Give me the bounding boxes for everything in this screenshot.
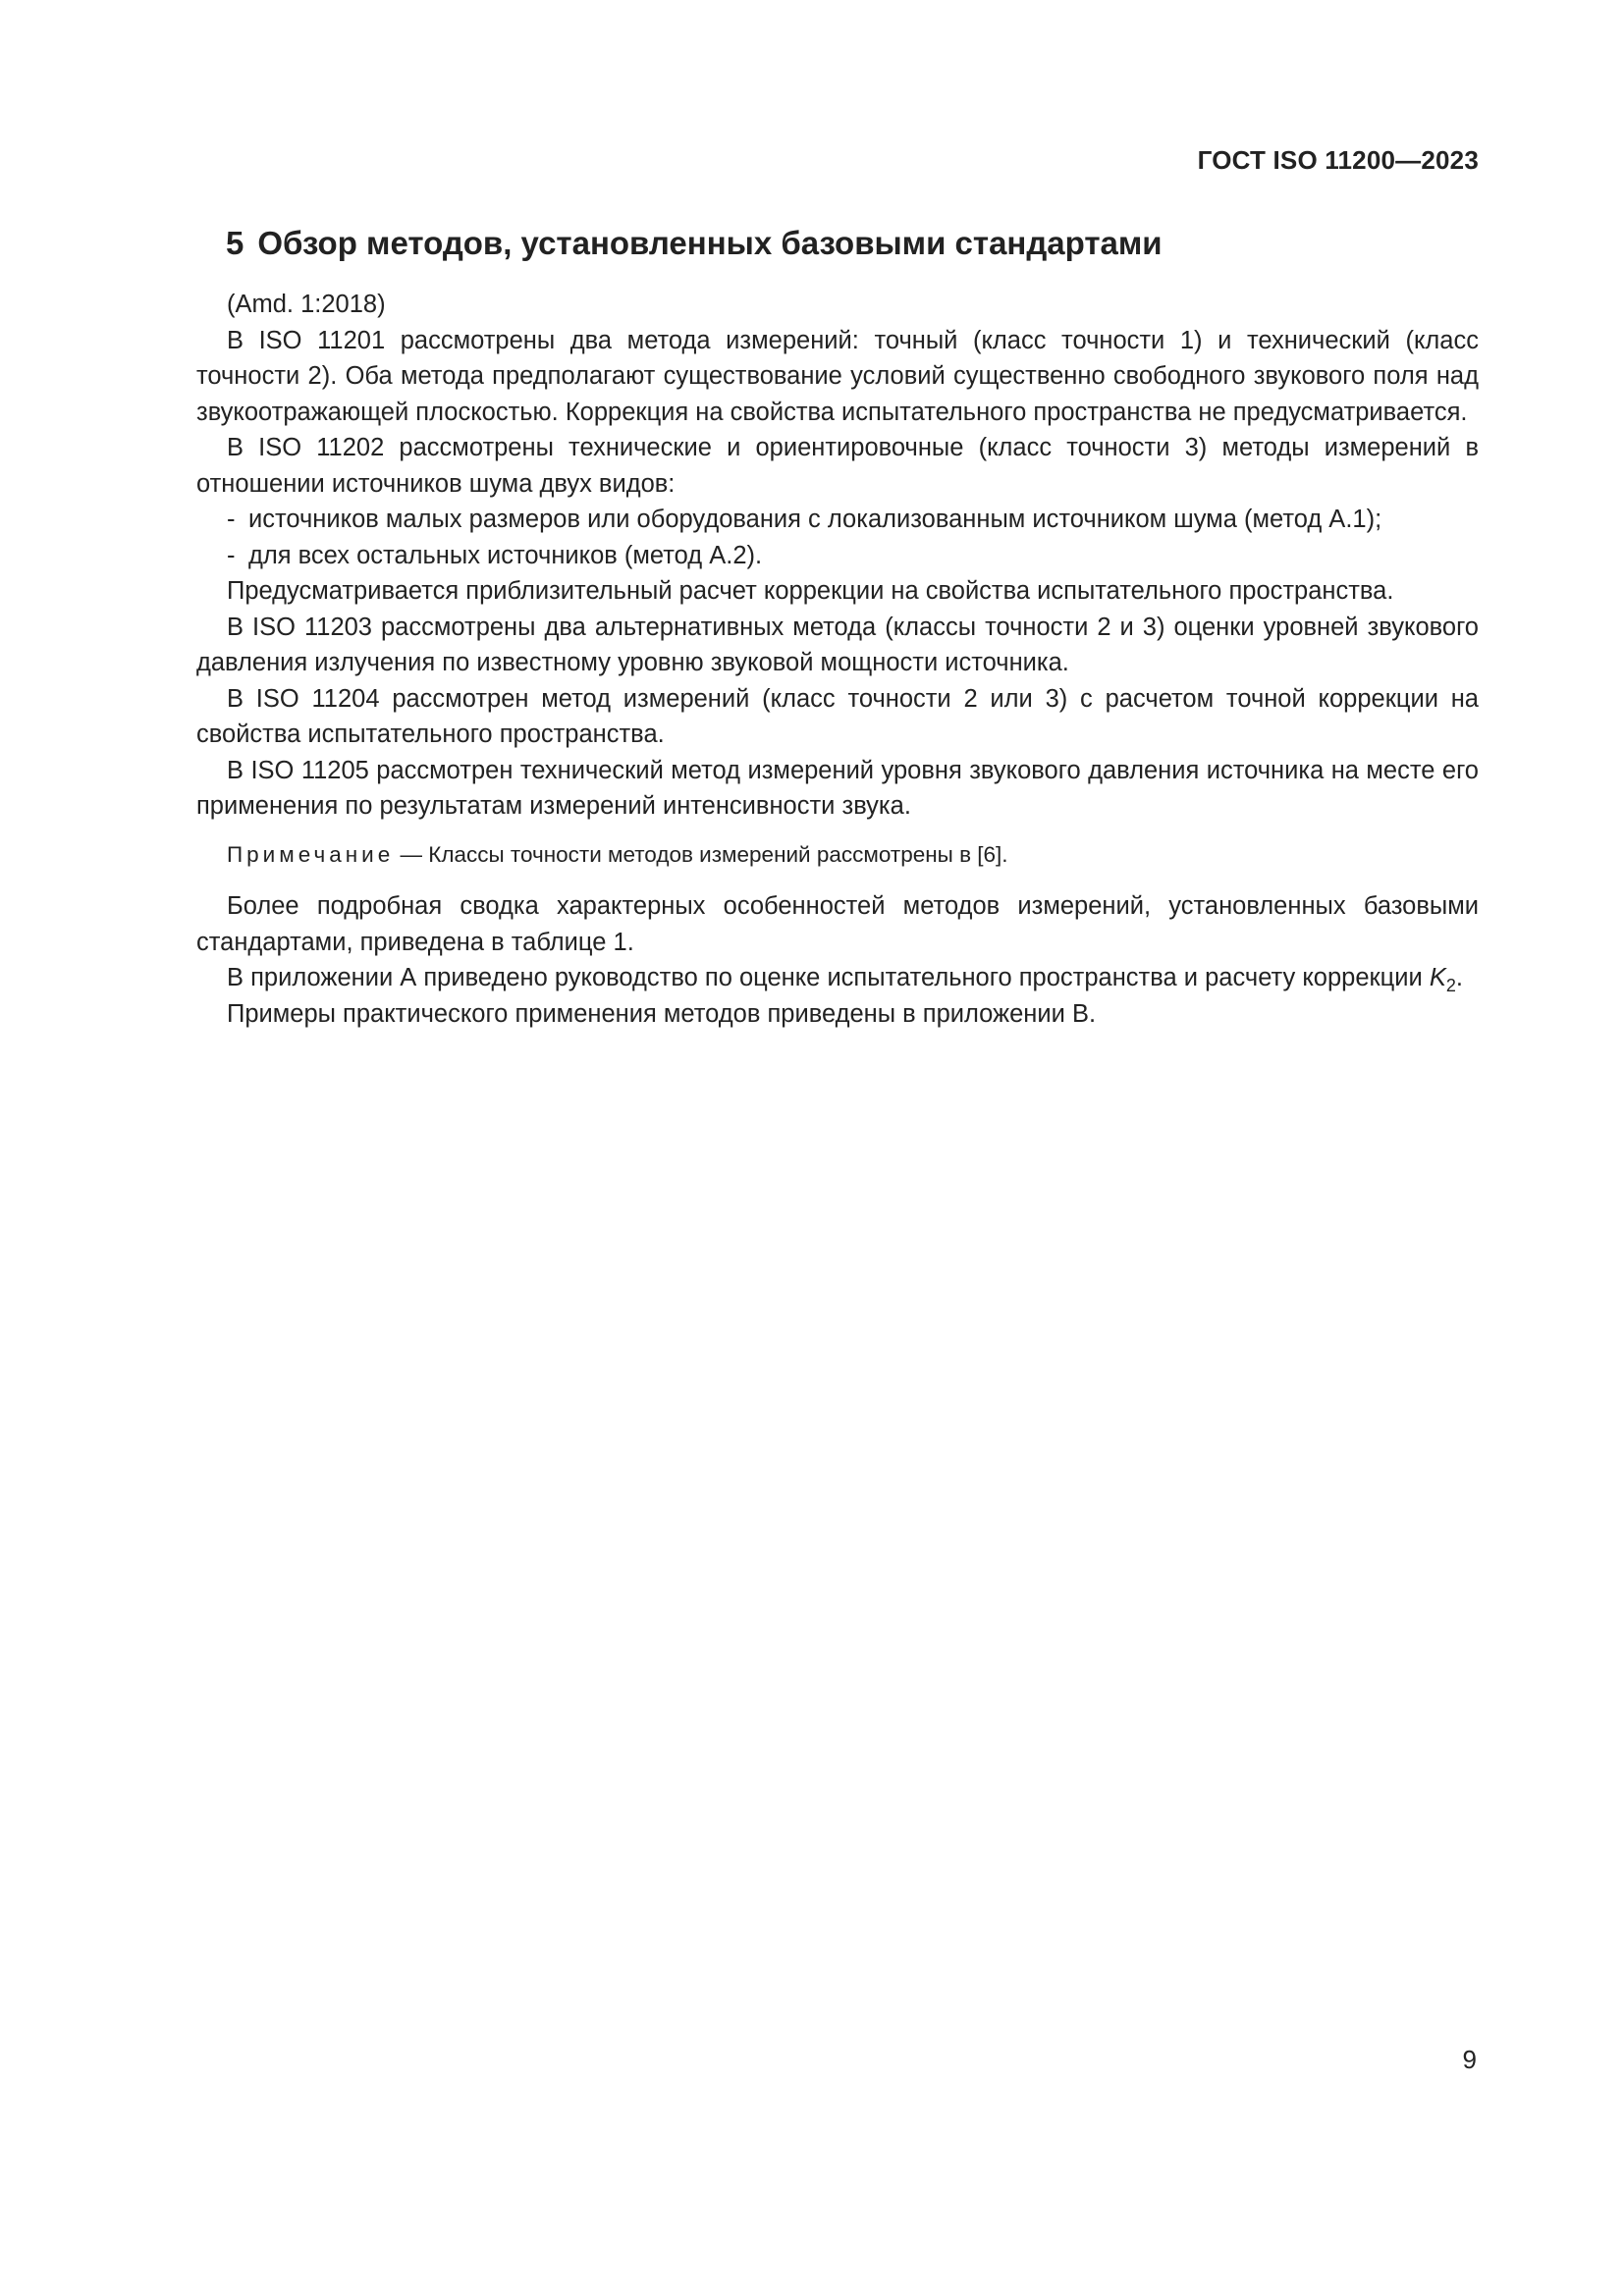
section-number: 5 xyxy=(226,225,244,261)
page-number: 9 xyxy=(1462,2045,1477,2074)
paragraph-annex-a-end: . xyxy=(1455,964,1463,991)
paragraph-annex-a xyxy=(196,960,1479,996)
note xyxy=(227,837,1479,874)
paragraph-annex-b: Примеры практического применения методов приведены в приложении В. xyxy=(227,999,1097,1028)
list-item xyxy=(196,538,1479,574)
section-body xyxy=(196,287,1479,1032)
note-label: Примечание xyxy=(227,841,395,867)
list-dash: - xyxy=(227,506,236,533)
note-text: — Классы точности методов измерений рассмотрены в [6]. xyxy=(394,841,1008,867)
paragraph-iso-11202: В ISO 11202 рассмотрены технические и ориентировочные (класс точности 3) методы измерений в отношении источников шума двух видов: xyxy=(196,434,1479,498)
paragraph-approximate-correction: Предусматривается приблизительный расчет коррекции на свойства испытательного пространства. xyxy=(227,577,1394,605)
paragraph-iso-11204: В ISO 11204 рассмотрен метод измерений (класс точности 2 или 3) с расчетом точной коррекции на свойства испытательного пространства. xyxy=(196,684,1479,748)
list-item-text: для всех остальных источников (метод А.2). xyxy=(248,541,763,569)
paragraph-summary-table: Более подробная сводка характерных особенностей методов измерений, установленных базовыми стандартами, приведена в таблице 1. xyxy=(196,892,1479,956)
section-title xyxy=(226,225,1163,262)
list-dash: - xyxy=(227,541,236,569)
document-header: ГОСТ ISO 11200—2023 xyxy=(1197,145,1479,175)
paragraph-iso-11201: В ISO 11201 рассмотрены два метода измерений: точный (класс точности 1) и технический (класс точности 2). Оба метода предполагают существование условий существенно свободного звукового поля над звукоотражающей плоскостью. Коррекция на свойства испытательного пространства не предусматривается. xyxy=(196,326,1479,426)
amendment-reference: (Amd. 1:2018) xyxy=(227,291,386,318)
k2-symbol: K xyxy=(1429,964,1446,991)
paragraph-annex-a-text: В приложении А приведено руководство по оценке испытательного пространства и расчету коррекции xyxy=(227,964,1430,991)
list-item-text: источников малых размеров или оборудования с локализованным источником шума (метод А.1); xyxy=(248,506,1382,533)
paragraph-iso-11205: В ISO 11205 рассмотрен технический метод измерений уровня звукового давления источника на месте его применения по результатам измерений интенсивности звука. xyxy=(196,756,1479,820)
paragraph-iso-11203: В ISO 11203 рассмотрены два альтернативных метода (классы точности 2 и 3) оценки уровней звукового давления излучения по известному уровню звуковой мощности источника. xyxy=(196,613,1479,676)
k2-subscript: 2 xyxy=(1445,976,1456,996)
list-item xyxy=(196,502,1479,538)
section-title-text: Обзор методов, установленных базовыми стандартами xyxy=(257,225,1163,261)
